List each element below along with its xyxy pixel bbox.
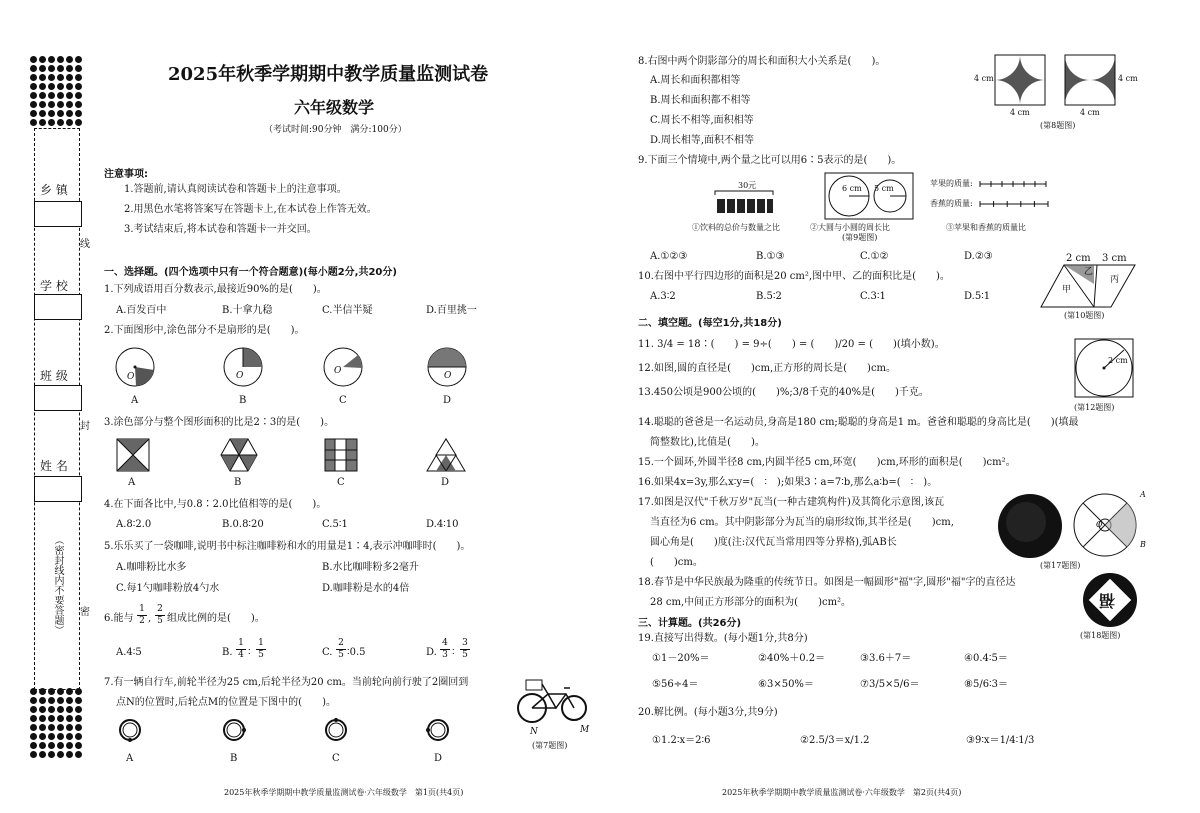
q11-text: 11. 3/4 = 18∶( ) = 9÷( ) = ( )/20 = ( )(填小数)。 — [638, 339, 945, 350]
q7-point-m: M — [580, 725, 590, 735]
q17-line3: 圆心角是( )度(注:汉代瓦当常用四等分界格),弧AB长 — [650, 537, 897, 548]
q3-label-c[interactable]: C — [337, 477, 345, 488]
section-calc-heading: 三、计算题。(共26分) — [638, 618, 742, 629]
q10-label-bing: 丙 — [1110, 275, 1120, 285]
q8-dim-right-bottom: 4 cm — [1080, 108, 1100, 117]
q7-point-n: N — [530, 727, 538, 737]
q19-item-3[interactable]: ③3.6＋7＝ — [860, 653, 912, 664]
q9-apple-bar — [980, 180, 1050, 188]
q18-line2: 28 cm,中间正方形部分的面积为( )cm²。 — [650, 597, 852, 608]
q7-line2: 点N的位置时,后轮点M的位置是下图中的( )。 — [116, 697, 336, 708]
q7-figure-c — [324, 718, 348, 742]
q1-option-b[interactable]: B.十拿九稳 — [222, 305, 273, 316]
q6-option-a[interactable]: A.4∶5 — [116, 647, 142, 658]
q17-tile-photo — [996, 492, 1064, 560]
q10-label-jia: 甲 — [1062, 285, 1072, 295]
q2-center-d: O — [444, 371, 452, 381]
q18-fu-char: 福 — [1099, 591, 1116, 610]
q5-option-b[interactable]: B.水比咖啡粉多2毫升 — [322, 562, 419, 573]
section-choice-heading: 一、选择题。(四个选项中只有一个符合题意)(每小题2分,共20分) — [104, 267, 397, 278]
q7-line1: 7.有一辆自行车,前轮半径为25 cm,后轮半径为20 cm。当前轮向前行驶了2圈回到 — [104, 677, 469, 688]
q15-text: 15.一个圆环,外圆半径8 cm,内圆半径5 cm,环宽( )cm,环形的面积是( )cm²。 — [638, 457, 1016, 468]
q1-option-d[interactable]: D.百里挑一 — [426, 305, 477, 316]
q7-label-b[interactable]: B — [230, 753, 238, 764]
q10-option-c[interactable]: C.3∶1 — [860, 291, 886, 302]
q5-option-d[interactable]: D.咖啡粉是水的4倍 — [322, 583, 410, 594]
q4-option-a[interactable]: A.8∶2.0 — [116, 519, 152, 530]
q14-line2: 简整数比),比值是( )。 — [650, 437, 765, 448]
q9-option-a[interactable]: A.①②③ — [650, 251, 688, 262]
q7-label-d[interactable]: D — [434, 753, 443, 764]
q8-caption: (第8题图) — [1040, 121, 1076, 130]
q2-center-a: O — [127, 372, 135, 382]
q17-line1: 17.如图是汉代"千秋万岁"瓦当(一种古建筑构件)及其简化示意图,该瓦 — [638, 497, 945, 508]
q7-caption: (第7题图) — [532, 741, 568, 750]
field-box-class[interactable] — [34, 385, 82, 411]
q9-apple-label: 苹果的质量: — [930, 179, 973, 188]
q17-line4: ( )cm。 — [650, 557, 703, 568]
q8-figure-left — [994, 54, 1046, 106]
q8-option-d[interactable]: D.周长相等,面积不相等 — [650, 135, 755, 146]
q19-item-4[interactable]: ④0.4∶5＝ — [964, 653, 1008, 664]
q9-option-d[interactable]: D.②③ — [964, 251, 993, 262]
q20-item-1[interactable]: ①1.2∶x＝2∶6 — [652, 735, 711, 746]
q14-line1: 14.聪聪的爸爸是一名运动员,身高是180 cm;聪聪的身高是1 m。爸爸和聪聪的身高比是( )(填最 — [638, 417, 1079, 428]
q9-cap-3: ③苹果和香蕉的质量比 — [946, 223, 1026, 232]
q10-option-a[interactable]: A.3∶2 — [650, 291, 676, 302]
q2-stem: 2.下面图形中,涂色部分不是扇形的是( )。 — [104, 325, 305, 336]
q6-option-c[interactable]: C. — [322, 647, 333, 658]
q4-stem: 4.在下面各比中,与0.8∶2.0比值相等的是( )。 — [104, 499, 327, 510]
q16-text: 16.如果4x=3y,那么x∶y=( ∶ );如果3∶a=7∶b,那么a∶b=( ∶ )。 — [638, 477, 938, 488]
q3-label-a[interactable]: A — [128, 477, 136, 488]
q8-option-c[interactable]: C.周长不相等,面积相等 — [650, 115, 754, 126]
q6-frac-1: 1 2 — [137, 604, 147, 627]
field-label-class: 班 级 — [40, 369, 68, 383]
q1-option-a[interactable]: A.百发百中 — [116, 305, 167, 316]
q6-b-frac-1: 1 4 — [236, 638, 246, 661]
q17-point-o: O — [1096, 520, 1103, 529]
q20-stem: 20.解比例。(每小题3分,共9分) — [638, 707, 778, 718]
q17-line2: 当直径为6 cm。其中阴影部分为瓦当的扇形纹饰,其半径是( )cm, — [650, 517, 954, 528]
q9-price: 30元 — [738, 181, 757, 190]
q2-figure-c — [322, 346, 364, 388]
q7-figure-a — [118, 718, 142, 742]
q6-option-b[interactable]: B. — [222, 647, 233, 658]
q3-figure-a — [116, 438, 150, 472]
q6-b-frac-2: 1 5 — [256, 638, 266, 661]
q6-option-d[interactable]: D. — [426, 647, 437, 658]
q3-label-b[interactable]: B — [234, 477, 242, 488]
q20-item-3[interactable]: ③9∶x＝1/4∶1/3 — [966, 735, 1035, 746]
field-box-school[interactable] — [34, 294, 82, 320]
q10-dim-1: 2 cm — [1066, 253, 1091, 264]
q20-item-2[interactable]: ②2.5/3＝x/1.2 — [800, 735, 870, 746]
q7-label-c[interactable]: C — [332, 753, 340, 764]
notes-heading: 注意事项: — [104, 169, 148, 180]
q6-b-colon: ∶ — [248, 647, 251, 658]
q18-line1: 18.春节是中华民族最为隆重的传统节日。如图是一幅圆形"福"字,圆形"福"字的直径达 — [638, 577, 1016, 588]
q6-frac-2: 2 5 — [155, 604, 165, 627]
binding-dot-pattern-bottom — [30, 688, 83, 759]
q8-stem: 8.右图中两个阴影部分的周长和面积大小关系是( )。 — [638, 56, 886, 67]
q4-option-b[interactable]: B.0.8∶20 — [222, 519, 264, 530]
q12-caption: (第12题图) — [1074, 403, 1115, 412]
q6-d-frac-2: 3 5 — [460, 638, 470, 661]
seal-char-seal: 封 — [80, 421, 90, 432]
q10-option-d[interactable]: D.5∶1 — [964, 291, 991, 302]
q6-d-frac-1: 4 3 — [440, 638, 450, 661]
q12-text: 12.如图,圆的直径是( )cm,正方形的周长是( )cm。 — [638, 363, 897, 374]
q2-label-a[interactable]: A — [131, 395, 139, 406]
q10-option-b[interactable]: B.5∶2 — [756, 291, 782, 302]
q19-item-5[interactable]: ⑤56÷4＝ — [652, 679, 699, 690]
q13-text: 13.450公顷是900公顷的( )%;3/8千克的40%是( )千克。 — [638, 387, 929, 398]
q19-item-6[interactable]: ⑥3×50%＝ — [758, 679, 814, 690]
field-box-name[interactable] — [34, 476, 82, 502]
exam-subject: 六年级数学 — [294, 98, 375, 117]
q9-stem: 9.下面三个情境中,两个量之比可以用6∶5表示的是( )。 — [638, 155, 902, 166]
q7-bicycle-figure — [516, 674, 592, 726]
q9-r2: 5 cm — [874, 184, 894, 193]
q2-figure-a — [114, 346, 156, 388]
q5-stem: 5.乐乐买了一袋咖啡,说明书中标注咖啡粉和水的用量是1∶4,表示冲咖啡时( )。 — [104, 541, 471, 552]
q19-item-2[interactable]: ②40%＋0.2＝ — [758, 653, 826, 664]
field-label-school: 学 校 — [40, 279, 68, 293]
q12-figure — [1074, 338, 1134, 398]
q3-figure-d — [426, 438, 466, 472]
q6-stem-a: 6.能与 — [104, 613, 134, 624]
q2-label-b[interactable]: B — [239, 395, 247, 406]
q8-figure-right — [1064, 54, 1116, 106]
field-label-town: 乡 镇 — [40, 183, 68, 197]
field-label-name: 姓 名 — [40, 459, 68, 473]
exam-title: 2025年秋季学期期中教学质量监测试卷 — [168, 64, 489, 85]
q19-item-7[interactable]: ⑦3/5×5/6＝ — [860, 679, 920, 690]
q6-sep: , — [148, 613, 152, 624]
q10-stem: 10.右图中平行四边形的面积是20 cm²,图中甲、乙的面积比是( )。 — [638, 271, 950, 282]
note-item-1: 1.答题前,请认真阅读试卷和答题卡上的注意事项。 — [124, 184, 347, 195]
q2-label-c[interactable]: C — [339, 395, 347, 406]
q9-caption: (第9题图) — [842, 233, 878, 242]
q3-label-d[interactable]: D — [441, 477, 450, 488]
q6-c-rest: ∶0.5 — [347, 647, 366, 658]
q9-circles-figure — [824, 172, 914, 220]
seal-char-secret: 密 — [80, 607, 90, 618]
q9-r1: 6 cm — [842, 184, 862, 193]
q6-c-frac: 2 5 — [336, 638, 346, 661]
q7-figure-b — [222, 718, 246, 742]
q2-center-b: O — [236, 371, 244, 381]
section-fill-heading: 二、填空题。(每空1分,共18分) — [638, 318, 782, 329]
q6-stem-b: 组成比例的是( )。 — [167, 613, 265, 624]
q10-label-yi: 乙 — [1084, 267, 1094, 277]
q4-option-d[interactable]: D.4∶10 — [426, 519, 459, 530]
q9-cap-2: ②大圆与小圆的周长比 — [810, 223, 890, 232]
q8-option-a[interactable]: A.周长和面积都相等 — [650, 75, 741, 86]
q1-option-c[interactable]: C.半信半疑 — [322, 305, 373, 316]
q7-label-a[interactable]: A — [126, 753, 134, 764]
q2-label-d[interactable]: D — [443, 395, 452, 406]
q9-option-c[interactable]: C.①② — [860, 251, 889, 262]
q9-cap-1: ①饮料的总价与数量之比 — [692, 223, 780, 232]
q4-option-c[interactable]: C.5∶1 — [322, 519, 348, 530]
q18-caption: (第18题图) — [1080, 631, 1121, 640]
binding-warning: （密封线内不要答题） — [52, 535, 63, 635]
q17-diagram — [1072, 492, 1138, 558]
q6-d-colon: ∶ — [452, 647, 455, 658]
q8-option-b[interactable]: B.周长和面积都不相等 — [650, 95, 751, 106]
q10-caption: (第10题图) — [1064, 311, 1105, 320]
q17-caption: (第17题图) — [1040, 561, 1081, 570]
q9-drink-cans — [716, 198, 774, 214]
note-item-3: 3.考试结束后,将本试卷和答题卡一并交回。 — [124, 224, 317, 235]
q3-stem: 3.涂色部分与整个图形面积的比是2∶3的是( )。 — [104, 417, 335, 428]
note-item-2: 2.用黑色水笔将答案写在答题卡上,在本试卷上作答无效。 — [124, 204, 377, 215]
seal-char-line: 线 — [80, 239, 90, 250]
binding-dot-pattern-top — [30, 56, 83, 127]
q10-dim-2: 3 cm — [1102, 253, 1127, 264]
q19-item-8[interactable]: ⑧5/6∶3＝ — [964, 679, 1009, 690]
q3-figure-c — [324, 438, 358, 472]
field-box-town[interactable] — [34, 201, 82, 227]
q7-figure-d — [426, 718, 450, 742]
q9-bracket — [714, 190, 774, 196]
q17-point-a: A — [1140, 490, 1146, 499]
footer-left: 2025年秋季学期期中教学质量监测试卷·六年级数学 第1页(共4页) — [224, 788, 464, 797]
q19-item-1[interactable]: ①1－20%＝ — [652, 653, 710, 664]
q2-center-c: O — [334, 366, 342, 376]
q8-dim-left-side: 4 cm — [974, 74, 994, 83]
q8-dim-right-side: 4 cm — [1118, 74, 1138, 83]
q19-stem: 19.直接写出得数。(每小题1分,共8分) — [638, 633, 808, 644]
q5-option-a[interactable]: A.咖啡粉比水多 — [116, 562, 187, 573]
q9-banana-label: 香蕉的质量: — [930, 199, 973, 208]
q8-dim-left-bottom: 4 cm — [1010, 108, 1030, 117]
q3-figure-b — [220, 437, 258, 473]
q9-banana-bar — [980, 200, 1052, 208]
q17-point-b: B — [1140, 540, 1146, 549]
q5-option-c[interactable]: C.每1勺咖啡粉放4勺水 — [116, 583, 220, 594]
footer-right: 2025年秋季学期期中教学质量监测试卷·六年级数学 第2页(共4页) — [722, 788, 962, 797]
q1-stem: 1.下列成语用百分数表示,最接近90%的是( )。 — [104, 284, 327, 295]
exam-info: （考试时间:90分钟 满分:100分） — [264, 125, 407, 135]
q9-option-b[interactable]: B.①③ — [756, 251, 785, 262]
q12-radius: 2 cm — [1108, 356, 1128, 365]
